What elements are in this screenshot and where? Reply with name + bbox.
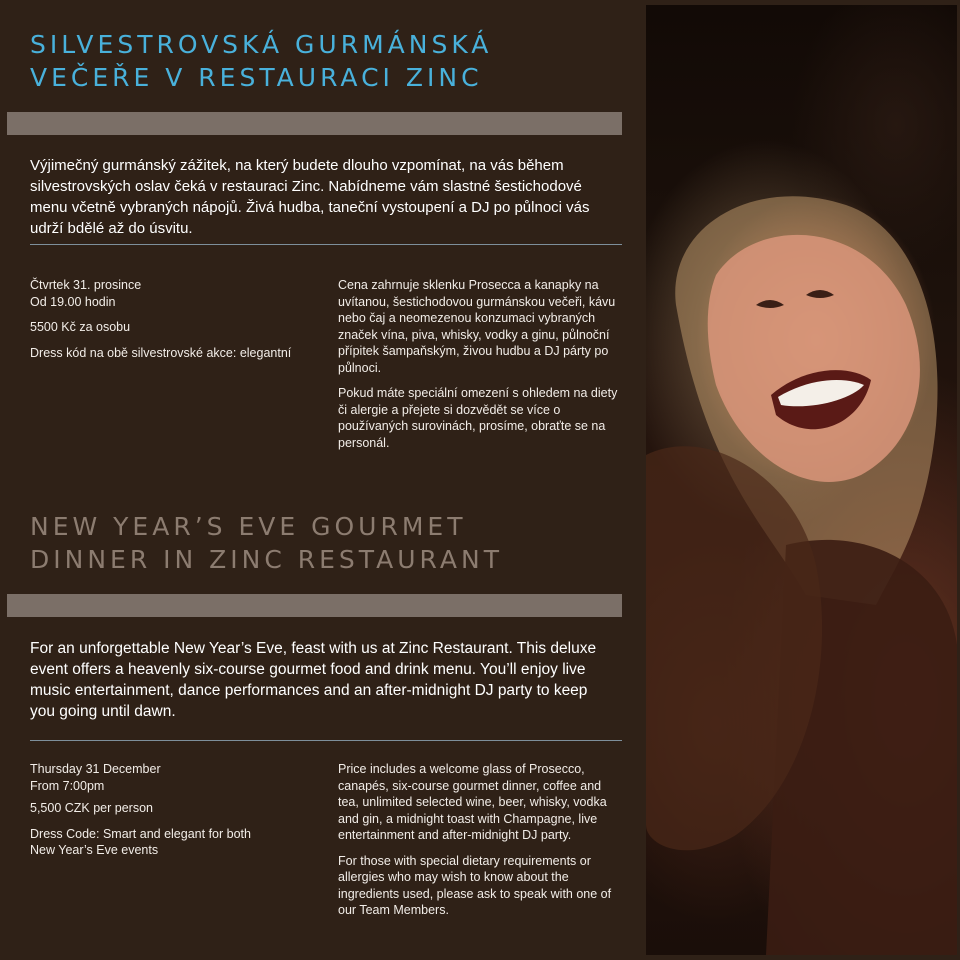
czech-event-details xyxy=(30,277,310,361)
english-title-band xyxy=(7,594,622,617)
czech-dietary: Pokud máte speciální omezení s ohledem na diety či alergie a přejete si dozvědět se více o používaných surovinách, prosíme, obraťte se na personál. xyxy=(338,386,618,450)
laughing-woman-illustration xyxy=(646,5,957,955)
czech-dress-code: Dress kód na obě silvestrovské akce: elegantní xyxy=(30,345,292,360)
czech-title xyxy=(30,28,492,94)
english-dress-code-line-1: Dress Code: Smart and elegant for both xyxy=(30,826,251,841)
english-event-details xyxy=(30,761,290,859)
czech-title-line-1: SILVESTROVSKÁ GURMÁNSKÁ xyxy=(30,30,493,59)
english-title-line-1: NEW YEAR’S EVE GOURMET xyxy=(30,512,467,541)
czech-date: Čtvrtek 31. prosince xyxy=(30,278,142,292)
english-price: 5,500 CZK per person xyxy=(30,801,153,815)
czech-title-line-2: VEČEŘE V RESTAURACI ZINC xyxy=(30,63,483,92)
czech-price: 5500 Kč za osobu xyxy=(30,320,131,334)
english-dietary: For those with special dietary requirements or allergies who may wish to know about the ingredients used, please ask to speak with one of our Team Members. xyxy=(338,853,612,917)
english-includes: Price includes a welcome glass of Prosecco, canapés, six-course gourmet dinner, coffee and tea, unlimited selected wine, beer, whisky, vodka and gin, a midnight toast with Champagne, live entertainment and after-midnight DJ party. xyxy=(338,762,607,842)
party-photo xyxy=(646,5,957,955)
czech-includes: Cena zahrnuje sklenku Prosecca a kanapky na uvítanou, šestichodovou gurmánskou večeři, kávu nebo čaj a neomezenou konzumaci vybraných značek vína, piva, whisky, vodky a ginu, půlnoční přípitek šampaňským, živou hudbu a DJ párty po půlnoci. xyxy=(338,278,616,375)
czech-divider xyxy=(30,244,622,245)
english-date: Thursday 31 December xyxy=(30,762,161,776)
english-dress-code-line-2: New Year’s Eve events xyxy=(30,843,159,857)
english-price-info xyxy=(338,761,620,919)
czech-time: Od 19.00 hodin xyxy=(30,294,116,309)
english-divider xyxy=(30,740,622,741)
czech-title-band xyxy=(7,112,622,135)
english-intro: For an unforgettable New Year’s Eve, feast with us at Zinc Restaurant. This deluxe event offers a heavenly six-course gourmet food and drink menu. You’ll enjoy live music entertainment, dance performances and an after-midnight DJ party to keep you going until dawn. xyxy=(30,640,597,720)
english-time: From 7:00pm xyxy=(30,778,105,793)
english-title xyxy=(30,510,503,576)
english-title-line-2: DINNER IN ZINC RESTAURANT xyxy=(30,545,503,574)
czech-price-info xyxy=(338,277,620,451)
czech-intro: Výjimečný gurmánský zážitek, na který budete dlouho vzpomínat, na vás během silvestrovských oslav čeká v restauraci Zinc. Nabídneme vám slastné šestichodové menu včetně vybraných nápojů. Živá hudba, taneční vystoupení a DJ po půlnoci vás udrží bdělé až do úsvitu. xyxy=(30,157,590,237)
